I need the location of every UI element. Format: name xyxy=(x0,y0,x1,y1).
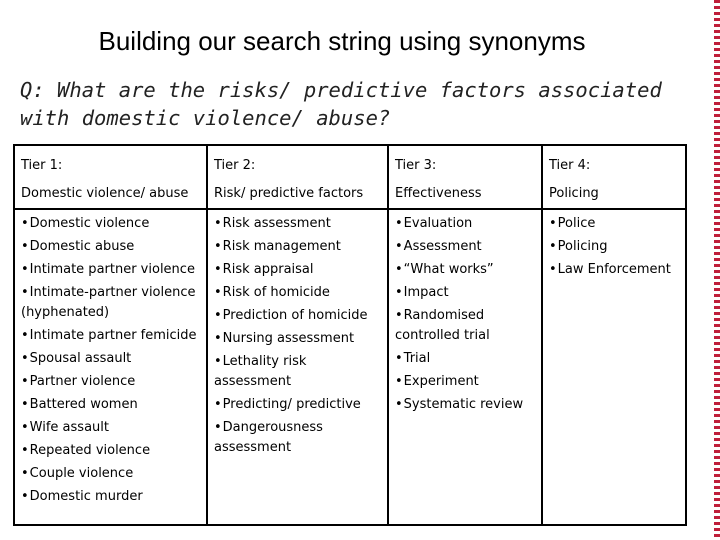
slide-title: Building our search string using synonyms xyxy=(98,26,586,56)
term-item: • Domestic murder xyxy=(21,487,200,507)
term-item: • Impact xyxy=(395,283,535,303)
accent-bar xyxy=(714,0,720,540)
term-item: • Risk appraisal xyxy=(214,260,381,280)
term-item: • Assessment xyxy=(395,237,535,257)
term-item: • Risk of homicide xyxy=(214,283,381,303)
term-item: • Experiment xyxy=(395,372,535,392)
tier-label: Tier 4: xyxy=(549,158,591,173)
term-item: • Law Enforcement xyxy=(549,260,679,280)
term-item: • Intimate-partner violence (hyphenated) xyxy=(21,283,200,323)
term-item: • Police xyxy=(549,214,679,234)
tier-label: Tier 3: xyxy=(395,158,437,173)
tier-name: Effectiveness xyxy=(395,186,482,201)
term-item: • Nursing assessment xyxy=(214,329,381,349)
tier-label: Tier 1: xyxy=(21,158,63,173)
synonyms-table xyxy=(13,144,687,526)
table-header-row xyxy=(14,145,686,209)
term-item: • Evaluation xyxy=(395,214,535,234)
tier-label: Tier 2: xyxy=(214,158,256,173)
term-item: • Battered women xyxy=(21,395,200,415)
table-body-row xyxy=(14,209,686,525)
term-item: • Policing xyxy=(549,237,679,257)
term-item: • “What works” xyxy=(395,260,535,280)
tier-2-header xyxy=(207,145,388,209)
tier-3-terms xyxy=(388,209,542,525)
term-item: • Repeated violence xyxy=(21,441,200,461)
term-item: • Predicting/ predictive xyxy=(214,395,381,415)
term-item: • Risk assessment xyxy=(214,214,381,234)
term-item: • Intimate partner violence xyxy=(21,260,200,280)
term-item: • Couple violence xyxy=(21,464,200,484)
term-item: • Randomised controlled trial xyxy=(395,306,535,346)
term-item: • Spousal assault xyxy=(21,349,200,369)
tier-name: Domestic violence/ abuse xyxy=(21,186,189,201)
term-item: • Dangerousness assessment xyxy=(214,418,381,458)
tier-4-terms xyxy=(542,209,686,525)
question-line-2: with domestic violence/ abuse? xyxy=(20,106,391,130)
term-item: • Intimate partner femicide xyxy=(21,326,200,346)
tier-name: Risk/ predictive factors xyxy=(214,186,364,201)
term-item: • Systematic review xyxy=(395,395,535,415)
tier-4-header xyxy=(542,145,686,209)
term-item: • Risk management xyxy=(214,237,381,257)
tier-1-header xyxy=(14,145,207,209)
term-item: • Domestic abuse xyxy=(21,237,200,257)
term-item: • Wife assault xyxy=(21,418,200,438)
tier-1-terms xyxy=(14,209,207,525)
question-line-1: Q: What are the risks/ predictive factors associated xyxy=(20,78,662,102)
research-question xyxy=(20,76,680,132)
term-item: • Prediction of homicide xyxy=(214,306,381,326)
term-item: • Partner violence xyxy=(21,372,200,392)
tier-3-header xyxy=(388,145,542,209)
term-item: • Trial xyxy=(395,349,535,369)
term-item: • Lethality risk assessment xyxy=(214,352,381,392)
tier-2-terms xyxy=(207,209,388,525)
tier-name: Policing xyxy=(549,186,599,201)
term-item: • Domestic violence xyxy=(21,214,200,234)
